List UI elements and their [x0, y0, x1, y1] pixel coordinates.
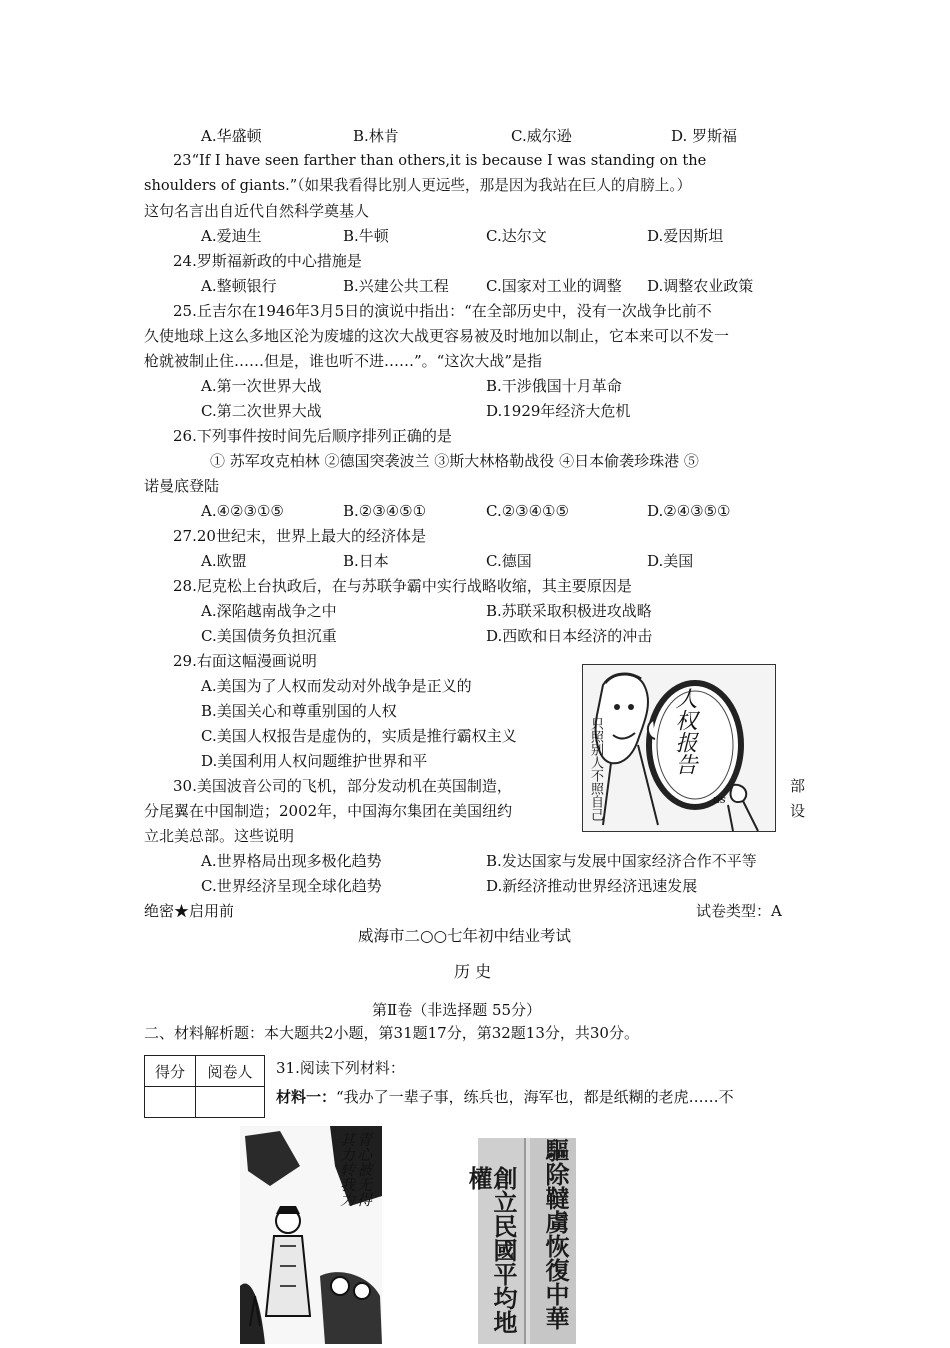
q22-option-c: C.威尔逊: [511, 127, 572, 145]
q22-option-b: B.林肯: [353, 127, 399, 145]
q25-option-a: A.第一次世界大战: [201, 377, 322, 395]
score-cell[interactable]: [145, 1087, 196, 1118]
q26-option-b: B.②③④⑤①: [343, 502, 427, 520]
cartoon-mirror-text: 人权报告: [672, 687, 697, 775]
q25-line-2: 久使地球上这么多地区沦为废墟的这次大战更容易被及时地加以制止，它本来可以不发一: [144, 327, 730, 345]
volume-title: 第Ⅱ卷（非选择题 55分）: [372, 1001, 542, 1019]
q29-option-a: A.美国为了人权而发动对外战争是正义的: [201, 677, 472, 695]
poster-calligraphy: 青心被无得其力转我为: [338, 1132, 373, 1207]
q22-option-d: D. 罗斯福: [671, 127, 738, 145]
q31-material1: [276, 1087, 734, 1107]
q26-option-a: A.④②③①⑤: [201, 502, 284, 520]
q30-line-2-right: 设: [790, 802, 806, 820]
q25-option-b: B.干涉俄国十月革命: [486, 377, 622, 395]
q23-line-3: 这句名言出自近代自然科学奠基人: [144, 202, 370, 220]
q27-option-d: D.美国: [647, 552, 694, 570]
score-label: 得分: [145, 1056, 196, 1087]
q24-stem: 24.罗斯福新政的中心措施是: [173, 252, 362, 270]
paper-type: 试卷类型：A: [696, 902, 782, 920]
q25-option-d: D.1929年经济大危机: [486, 402, 631, 420]
cartoon-mirror-sub: us: [713, 793, 726, 806]
q27-stem: 27.20世纪末，世界上最大的经济体是: [173, 527, 426, 545]
q24-option-d: D.调整农业政策: [647, 277, 754, 295]
human-rights-cartoon: [582, 664, 776, 832]
secret-mark: 绝密★启用前: [144, 902, 235, 920]
q28-option-d: D.西欧和日本经济的冲击: [486, 627, 653, 645]
q31-stem: 31.阅读下列材料：: [276, 1059, 405, 1077]
scroll-right-text: 驅除韃虜恢復中華: [541, 1138, 570, 1330]
q27-option-b: B.日本: [343, 552, 389, 570]
q26-option-d: D.②④③⑤①: [647, 502, 731, 520]
q26-events-line-1: ① 苏军攻克柏林 ②德国突袭波兰 ③斯大林格勒战役 ④日本偷袭珍珠港 ⑤: [210, 452, 699, 470]
scroll-left-text: 創立民國平均地權: [464, 1166, 518, 1334]
grader-cell[interactable]: [196, 1087, 265, 1118]
q26-option-c: C.②③④①⑤: [486, 502, 569, 520]
exam-title: 威海市二○○七年初中结业考试: [358, 927, 572, 945]
section-heading: 二、材料解析题：本大题共2小题，第31题17分，第32题13分，共30分。: [144, 1024, 639, 1042]
q24-option-b: B.兴建公共工程: [343, 277, 449, 295]
material1-label: 材料一：: [276, 1088, 337, 1106]
q28-option-a: A.深陷越南战争之中: [201, 602, 337, 620]
q29-stem: 29.右面这幅漫画说明: [173, 652, 317, 670]
q30-option-c: C.世界经济呈现全球化趋势: [201, 877, 382, 895]
q29-option-c: C.美国人权报告是虚伪的，实质是推行霸权主义: [201, 727, 517, 745]
q30-line-1: 30.美国波音公司的飞机，部分发动机在英国制造，: [173, 777, 512, 795]
q25-line-3: 枪就被制止住……但是，谁也听不进……”。“这次大战”是指: [144, 352, 543, 370]
q30-option-b: B.发达国家与发展中国家经济合作不平等: [486, 852, 757, 870]
q24-option-c: C.国家对工业的调整: [486, 277, 622, 295]
q25-line-1: 25.丘吉尔在1946年3月5日的演说中指出：“在全部历史中，没有一次战争比前不: [173, 302, 712, 320]
q23-option-d: D.爱因斯坦: [647, 227, 724, 245]
q23-option-c: C.达尔文: [486, 227, 547, 245]
subject-title: 历 史: [454, 962, 492, 981]
q28-stem: 28.尼克松上台执政后，在与苏联争霸中实行战略收缩，其主要原因是: [173, 577, 632, 595]
q22-option-a: A.华盛顿: [201, 127, 262, 145]
q28-option-c: C.美国债务负担沉重: [201, 627, 337, 645]
q30-line-3: 立北美总部。这些说明: [144, 827, 295, 845]
q30-line-2: 分尾翼在中国制造；2002年，中国海尔集团在美国纽约: [144, 802, 513, 820]
q30-line-1-right: 部: [790, 777, 806, 795]
couplet-scroll-image: [464, 1138, 576, 1344]
grader-label: 阅卷人: [196, 1056, 265, 1087]
q30-option-a: A.世界格局出现多极化趋势: [201, 852, 382, 870]
qing-cartoon-image: [240, 1126, 382, 1344]
q25-option-c: C.第二次世界大战: [201, 402, 322, 420]
q24-option-a: A.整顿银行: [201, 277, 277, 295]
q29-option-d: D.美国利用人权问题维护世界和平: [201, 752, 428, 770]
q30-option-d: D.新经济推动世界经济迅速发展: [486, 877, 698, 895]
q26-stem: 26.下列事件按时间先后顺序排列正确的是: [173, 427, 452, 445]
material1-text: “我办了一辈子事，练兵也，海军也，都是纸糊的老虎……不: [336, 1088, 734, 1106]
q27-option-a: A.欧盟: [201, 552, 247, 570]
q29-option-b: B.美国关心和尊重别国的人权: [201, 702, 397, 720]
q23-line-1: 23“If I have seen farther than others,it is because I was standing on the: [173, 152, 707, 169]
q28-option-b: B.苏联采取积极进攻战略: [486, 602, 652, 620]
q23-option-b: B.牛顿: [343, 227, 389, 245]
q27-option-c: C.德国: [486, 552, 532, 570]
score-table: [144, 1055, 265, 1118]
q26-events-line-2: 诺曼底登陆: [144, 477, 220, 495]
q23-option-a: A.爱迪生: [201, 227, 262, 245]
cartoon-side-caption: 只照别人不照自己: [588, 717, 603, 821]
q23-line-2: shoulders of giants.”（如果我看得比别人更远些，那是因为我站在巨人的肩膀上。）: [144, 177, 692, 194]
